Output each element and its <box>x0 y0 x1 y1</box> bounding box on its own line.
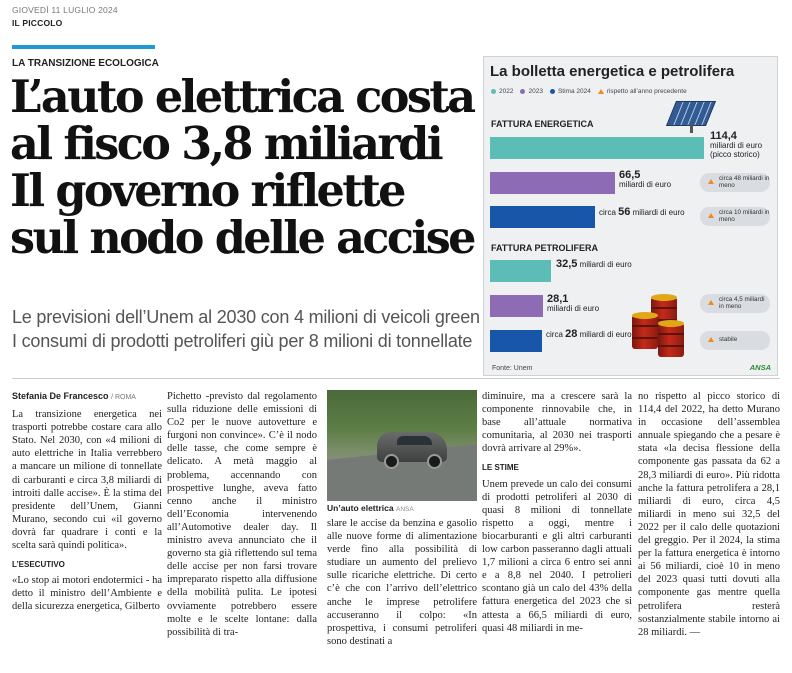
deck <box>12 305 482 353</box>
divider <box>12 378 780 379</box>
paragraph: La transizione energetica nei trasporti potrebbe costare cara allo Stato. Nel 2030, con «4 milioni di auto elettriche in Italia verrebbero a mancare un milione di tonnellate di carburanti e circa 3,8 miliardi di introiti dalle accise». È la stima del presidente dell’Unem, Gianni Murano, secondo cui «il governo dovrà far quadrare i conti e la scelta sarà quindi politica». <box>12 409 162 552</box>
oil-note-2024: stabile <box>700 331 770 350</box>
paragraph: Unem prevede un calo dei consumi di prodotti petroliferi al 2030 di quasi 8 milioni di tonnellate rispetto a oggi, mentre i biocarburanti e gli altri carburanti low carbon passeranno dagli attuali 1,7 milioni a circa 6 entro sei anni e a 8,8 nel 2040. I petrolieri scontano già un calo del 43% della fattura energetica del 2023 che si attesta a 66,5 miliardi di euro, quasi 48 miliardi in me- <box>482 478 632 634</box>
issue-date: GIOVEDÌ 11 LUGLIO 2024 <box>12 5 118 15</box>
oil-bar-2023 <box>490 295 543 317</box>
article-column-1 <box>12 390 162 614</box>
car-photo <box>327 390 477 501</box>
oil-bar-2024 <box>490 330 542 352</box>
energy-note-2023: circa 48 miliardi in meno <box>700 173 770 192</box>
oil-value-2022: 32,5 miliardi di euro <box>556 258 632 270</box>
article-column-2b <box>327 517 477 648</box>
energy-value-2022: 114,4 miliardi di euro (picco storico) <box>710 130 763 159</box>
headline-line: al fisco 3,8 miliardi <box>10 118 442 170</box>
legend-item: rispetto all’anno precedente <box>598 88 687 95</box>
legend-item: 2023 <box>520 88 542 95</box>
article-column-2 <box>167 390 317 639</box>
newspaper-name: IL PICCOLO <box>12 18 63 28</box>
legend-item: Stima 2024 <box>550 88 591 95</box>
headline-line: L’auto elettrica costa <box>10 71 474 123</box>
infographic-legend <box>491 88 687 95</box>
headline <box>10 71 480 264</box>
energy-bar-2023 <box>490 172 615 194</box>
subhead: LE STIME <box>482 463 519 473</box>
paragraph: no rispetto al picco storico di 114,4 del 2022, ha detto Murano in occasione dell’assemblea annuale spiegando che a pesare è stata «la decisa flessione della componente gas passata da 62 a 28,3 miliardi di euro». Più ridotta anche la fattura petrolifera a 28,1 miliardi di euro, circa 4,5 miliardi in meno sui 32,5 del 2022 per il calo delle quotazioni del greggio. Per il 2024, la stima per la fattura energetica è intorno ai 56 miliardi, cioè 10 in meno del 2023 quasi tutti dovuti alla componente gas mentre quella petrolifera resterà sostanzialmente stabile intorno ai 28 miliardi. — <box>638 391 780 638</box>
deck-line: Le previsioni dell’Unem al 2030 con 4 milioni di veicoli green <box>12 307 480 327</box>
energy-value-2023: 66,5 miliardi di euro <box>619 169 672 189</box>
subhead: L’ESECUTIVO <box>12 560 65 570</box>
oil-barrel-icon <box>658 323 684 357</box>
infographic-title: La bolletta energetica e petrolifera <box>490 63 735 80</box>
energy-bar-2024 <box>490 206 595 228</box>
legend-item: 2022 <box>491 88 513 95</box>
oil-section-label: FATTURA PETROLIFERA <box>491 243 598 253</box>
oil-note-2023: circa 4,5 miliardi in meno <box>700 294 770 313</box>
oil-value-2023: 28,1 miliardi di euro <box>547 293 600 313</box>
infographic-source: Fonte: Unem <box>492 365 533 372</box>
oil-bar-2022 <box>490 260 551 282</box>
byline: Stefania De Francesco / ROMA <box>12 391 136 401</box>
headline-line: sul nodo delle accise <box>10 212 474 264</box>
deck-line: I consumi di prodotti petroliferi giù per 8 milioni di tonnellate <box>12 331 473 351</box>
paragraph: «Lo stop ai motori endotermici - ha detto il ministro dell’Ambiente e della sicurezza energetica, Gilberto <box>12 575 162 613</box>
section-kicker: LA TRANSIZIONE ECOLOGICA <box>12 58 159 69</box>
energy-note-2024: circa 10 miliardi in meno <box>700 207 770 226</box>
infographic <box>483 56 778 376</box>
article-column-4 <box>638 390 780 639</box>
solar-panel-stand <box>690 125 693 133</box>
article-column-3 <box>482 390 632 635</box>
agency-logo: ANSA <box>749 363 771 372</box>
energy-section-label: FATTURA ENERGETICA <box>491 119 594 129</box>
energy-bar-2022 <box>490 137 704 159</box>
oil-value-2024: circa 28 miliardi di euro <box>546 328 632 340</box>
paragraph: slare le accise da benzina e gasolio alle nuove forme di alimentazione verde fino alla possibilità di studiare un aumento del prelievo sulle ricariche elettriche. Di certo c’è che con l’arrivo dell’elettrico anche le imprese petrolifere accuseranno il colpo: «In prospettiva, i consumi petroliferi sono destinati a <box>327 518 477 647</box>
energy-value-2024: circa 56 miliardi di euro <box>599 206 685 218</box>
paragraph: Pichetto -previsto dal regolamento sulla riduzione delle emissioni di Co2 per le nuove autovetture e furgoni non convince». C’è il nodo delle tasse, che come sempre è delicato. A metà maggio al problema, accennando con prospettive lunghe, aveva fatto cenno anche il ministro dell’Economia intervenendo all’Automotive dealer day. Il ministro aveva annunciato che il governo sta già riflettendo sul tema delle accise per non farsi trovare impreparato rispetto alla diffusione della mobilità pulita. Le ipotesi ovviamente potrebbero essere molte e le scelte lontane: dalla possibilità di tra- <box>167 391 317 638</box>
headline-line: Il governo riflette <box>10 165 404 217</box>
oil-barrel-icon <box>632 315 658 349</box>
paragraph: diminuire, ma a crescere sarà la componente rinnovabile che, in base all’attuale normativa comunitaria, al 2030 nei trasporti dovrà arrivare al 29%». <box>482 391 632 455</box>
accent-rule <box>12 45 155 49</box>
photo-caption: Un’auto elettrica ANSA <box>327 503 414 513</box>
